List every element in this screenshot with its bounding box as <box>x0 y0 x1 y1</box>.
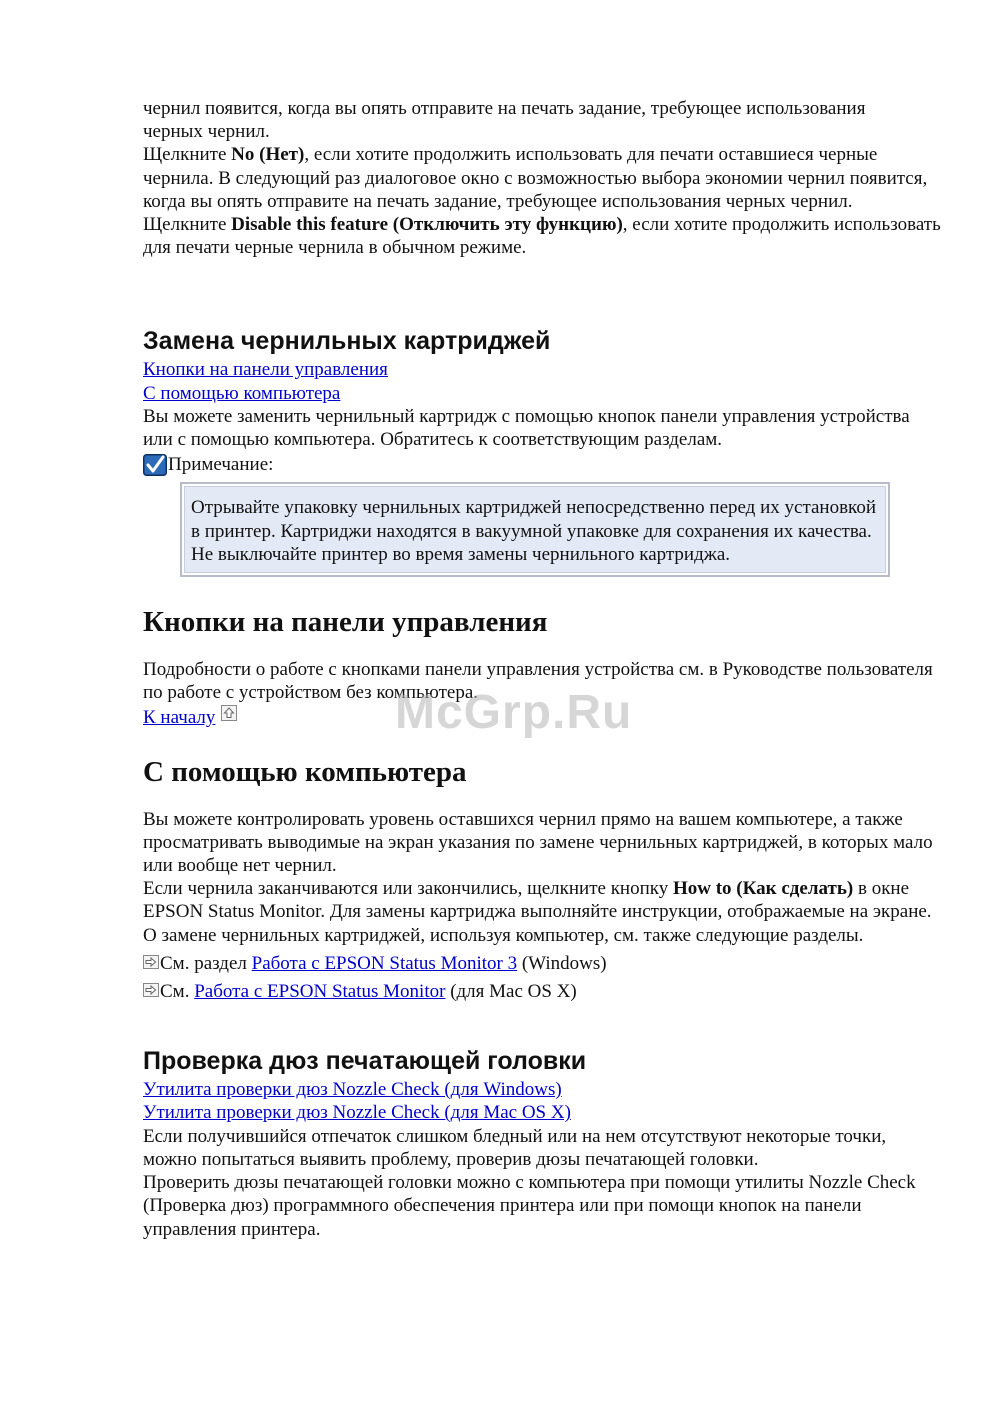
reference-windows <box>143 952 943 975</box>
disable-rest: , если хотите продолжить использовать для печати черные чернила в обычном режиме. <box>143 214 941 259</box>
note-header <box>143 453 943 476</box>
howto-rest: в окне EPSON Status Monitor. Для замены картриджа выполняйте инструкции, отображаемые на экране. <box>143 878 932 923</box>
intro-line-2: черных чернил. <box>143 121 270 143</box>
no-button-label: No (Нет) <box>231 144 305 166</box>
reference-mac <box>143 980 943 1003</box>
link-control-panel-buttons[interactable]: Кнопки на панели управления <box>143 359 388 381</box>
disable-option-paragraph <box>143 213 943 259</box>
no-prefix: Щелкните <box>143 144 232 166</box>
link-nozzle-check-mac[interactable]: Утилита проверки дюз Nozzle Check (для Mac OS X) <box>143 1102 571 1124</box>
link-using-computer[interactable]: С помощью компьютера <box>143 382 341 404</box>
reference-arrow-icon <box>143 981 159 997</box>
ref2-prefix: См. <box>160 981 195 1003</box>
computer-section <box>143 755 943 1004</box>
link-status-monitor-mac[interactable]: Работа с EPSON Status Monitor <box>194 981 446 1003</box>
nozzle-heading: Проверка дюз печатающей головки <box>143 1047 587 1076</box>
note-checkmark-icon <box>143 454 167 476</box>
nozzle-text-1: Если получившийся отпечаток слишком бледный или на нем отсутствуют некоторые точки, можно попытаться выявить проблему, проверив дюзы печатающей головки. <box>143 1125 887 1170</box>
no-rest: , если хотите продолжить использовать для печати оставшиеся черные чернила. В следующий раз диалоговое окно с возможностью выбора экономии чернил появится, когда вы опять отправите на печать задание, требующее использования черных чернил. <box>143 144 928 212</box>
computer-text-3: О замене чернильных картриджей, используя компьютер, см. также следующие разделы. <box>143 924 864 946</box>
intro-line-1: чернил появится, когда вы опять отправите на печать задание, требующее использования <box>143 98 866 119</box>
link-status-monitor-3[interactable]: Работа с EPSON Status Monitor 3 <box>251 952 518 974</box>
back-to-top-link[interactable]: К началу <box>143 707 216 729</box>
disable-feature-label: Disable this feature (Отключить эту функцию) <box>231 214 623 236</box>
replace-section <box>143 326 943 577</box>
disable-prefix: Щелкните <box>143 214 232 236</box>
intro-section <box>143 97 943 259</box>
computer-text-1: Вы можете контролировать уровень оставшихся чернил прямо на вашем компьютере, а также просматривать выводимые на экран указания по замене чернильных картриджей, в которых мало или вообще нет чернил. <box>143 808 933 877</box>
note-box <box>180 482 890 577</box>
panel-section <box>143 605 943 730</box>
replace-text: Вы можете заменить чернильный картридж с помощью кнопок панели управления устройства или с помощью компьютера. Обратитесь к соответствующим разделам. <box>143 405 910 451</box>
note-text-1: Отрывайте упаковку чернильных картриджей непосредственно перед их установкой в принтер. Картриджи находятся в вакуумной упаковке для сохранения их качества. <box>191 497 876 542</box>
ref1-suffix: (Windows) <box>517 952 607 974</box>
note-label: Примечание: <box>168 454 274 476</box>
panel-text: Подробности о работе с кнопками панели управления устройства см. в Руководстве пользователя по работе с устройством без компьютера. <box>143 659 933 704</box>
nozzle-text-2: Проверить дюзы печатающей головки можно с компьютера при помощи утилиты Nozzle Check (Проверка дюз) программного обеспечения принтера или при помощи кнопок на панели управления принтера. <box>143 1172 916 1240</box>
note-text-2: Не выключайте принтер во время замены чернильного картриджа. <box>191 543 731 565</box>
nozzle-section <box>143 1046 943 1240</box>
computer-heading: С помощью компьютера <box>143 755 467 788</box>
ref1-prefix: См. раздел <box>160 952 252 974</box>
ref2-suffix: (для Mac OS X) <box>445 981 577 1003</box>
howto-paragraph <box>143 877 943 923</box>
no-option-paragraph <box>143 143 943 213</box>
reference-arrow-icon <box>143 953 159 969</box>
up-arrow-icon[interactable] <box>221 704 237 720</box>
link-nozzle-check-windows[interactable]: Утилита проверки дюз Nozzle Check (для Windows) <box>143 1079 562 1101</box>
panel-heading: Кнопки на панели управления <box>143 606 548 639</box>
howto-prefix: Если чернила заканчиваются или закончились, щелкните кнопку <box>143 878 673 900</box>
howto-button-label: How to (Как сделать) <box>672 878 854 900</box>
watermark: McGrp.Ru <box>395 686 633 739</box>
replace-heading: Замена чернильных картриджей <box>143 327 551 356</box>
